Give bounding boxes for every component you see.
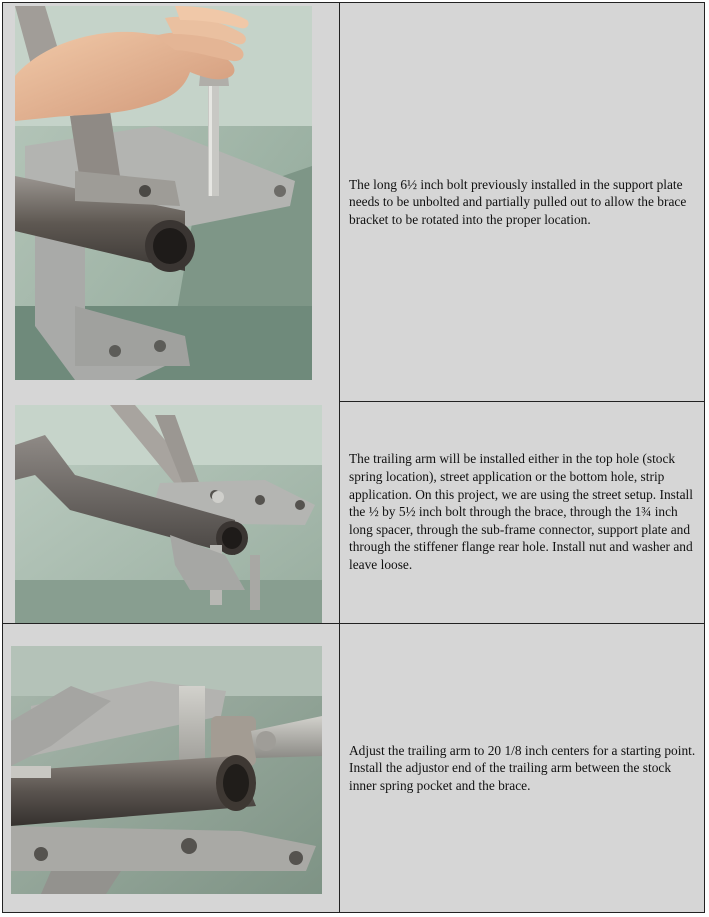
step-row-2 [3,401,704,624]
step-2-image-cell [3,401,340,623]
step-row-3 [3,624,704,912]
step-3-image-cell [3,624,340,912]
step-row-1 [3,3,704,402]
hand-pulling-bolt-photo [15,6,312,380]
step-1-text: The long 6½ inch bolt previously installed in the support plate needs to be unbolted and partially pulled out to allow the brace bracket to be rotated into the proper location. [349,176,687,227]
step-1-image-cell [3,3,340,401]
step-3-text-cell [340,624,704,912]
step-1-text-cell [340,3,704,401]
step-3-text: Adjust the trailing arm to 20 1/8 inch centers for a starting point. Install the adjustor end of the trailing arm between the stock inner spring pocket and the brace. [349,742,696,793]
trailing-arm-installed-photo [15,405,322,623]
trailing-arm-adjustor-photo [11,646,322,894]
step-2-text-cell [340,401,704,623]
step-2-text: The trailing arm will be installed either in the top hole (stock spring location), street application or the bottom hole, strip application. On this project, we are using the street setup. Install the ½ by 5½ inch bolt through the brace, through the 1¾ inch long spacer, through the sub-frame connector, support plate and through the stiffener flange rear hole. Install nut and washer and leave loose. [349,451,693,572]
instruction-table [2,2,705,913]
